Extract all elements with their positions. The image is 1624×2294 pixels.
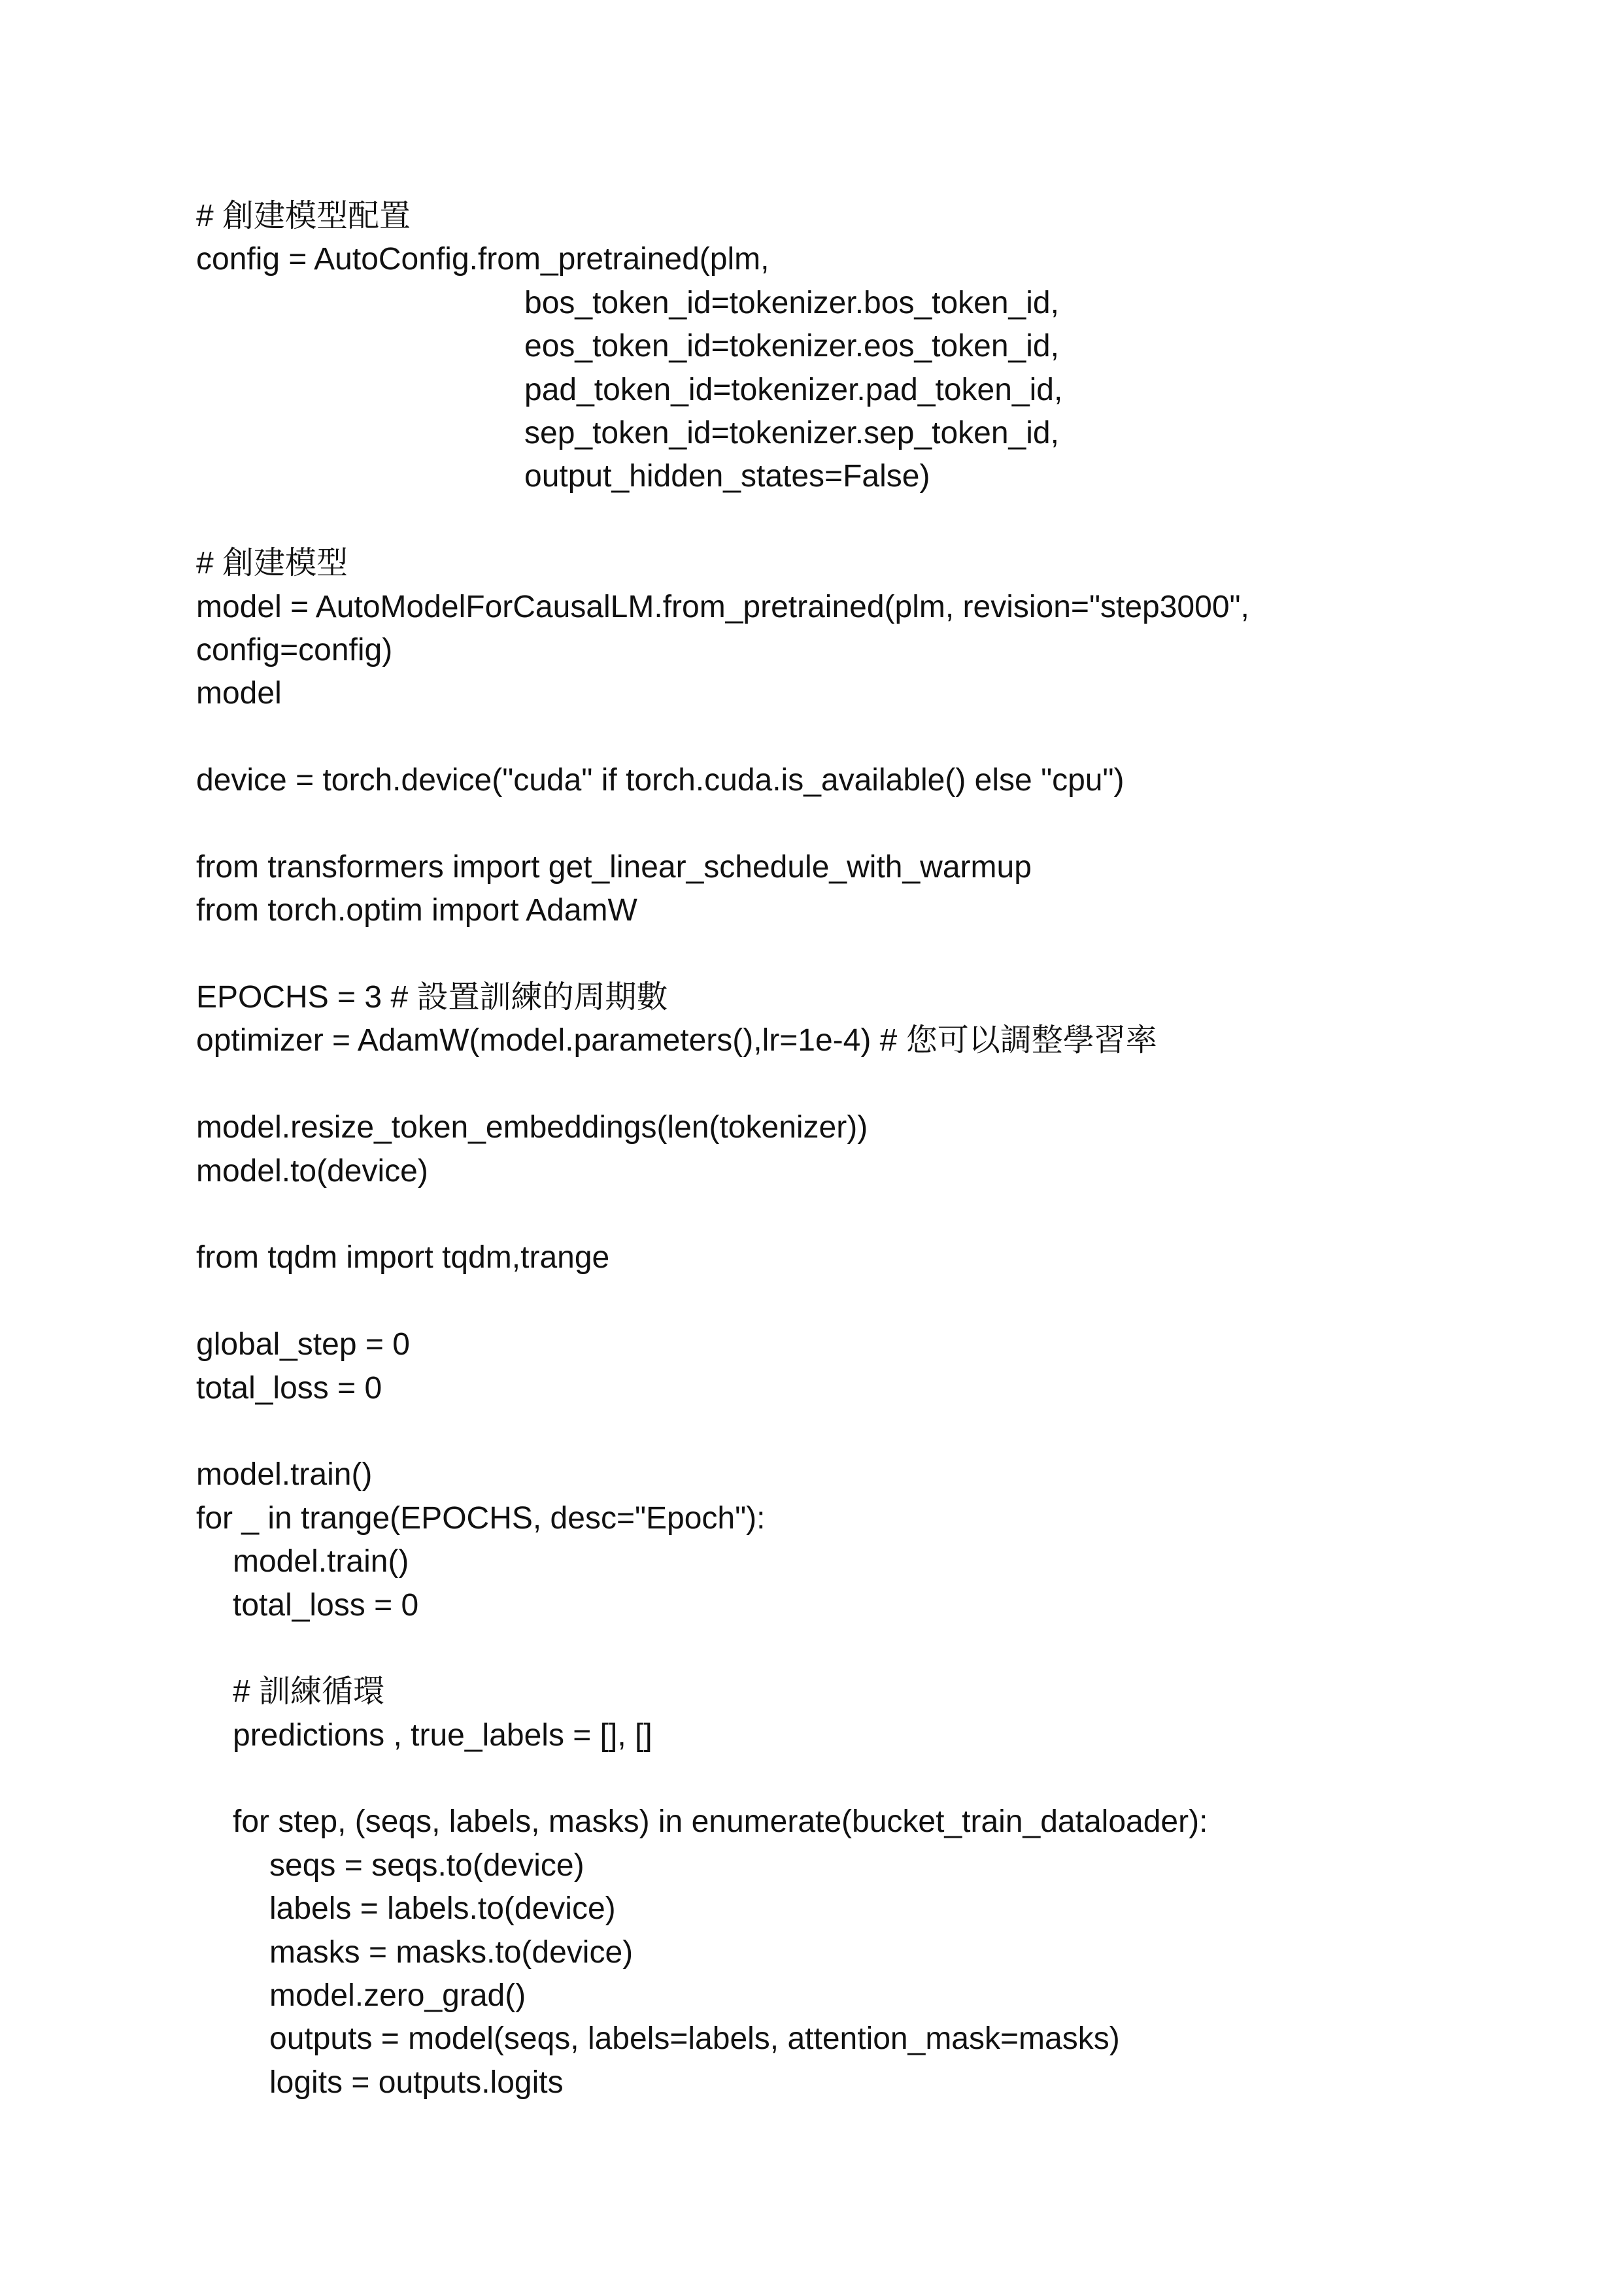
code-line: EPOCHS = 3 # 設置訓練的周期數	[196, 980, 668, 1015]
code-line: labels = labels.to(device)	[269, 1891, 616, 1927]
code-line: sep_token_id=tokenizer.sep_token_id,	[524, 415, 1059, 450]
blank-line	[196, 499, 1504, 542]
code-line: from tqdm import tqdm,trange	[196, 1240, 610, 1275]
code-line: model	[196, 676, 282, 711]
blank-line	[196, 1193, 1504, 1236]
blank-line	[196, 1280, 1504, 1323]
code-line: logits = outputs.logits	[269, 2065, 564, 2100]
blank-line	[196, 802, 1504, 845]
code-line: outputs = model(seqs, labels=labels, attention_mask=masks)	[269, 2021, 1120, 2057]
blank-line	[196, 716, 1504, 759]
code-line: for _ in trange(EPOCHS, desc="Epoch"):	[196, 1500, 766, 1536]
code-block	[196, 195, 1504, 2104]
code-line: from torch.optim import AdamW	[196, 893, 637, 928]
code-line: from transformers import get_linear_schedule_with_warmup	[196, 849, 1032, 885]
blank-line	[196, 1410, 1504, 1453]
comment-training-loop: # 訓練循環	[233, 1674, 385, 1710]
code-line: optimizer = AdamW(model.parameters(),lr=1e-4) # 您可以調整學習率	[196, 1023, 1157, 1058]
code-line: pad_token_id=tokenizer.pad_token_id,	[524, 372, 1063, 407]
code-line: model.to(device)	[196, 1153, 428, 1189]
code-line: masks = masks.to(device)	[269, 1934, 634, 1970]
code-line: config = AutoConfig.from_pretrained(plm,	[196, 242, 770, 277]
comment-create-config: # 創建模型配置	[196, 199, 411, 233]
code-line: total_loss = 0	[233, 1587, 419, 1623]
blank-line	[196, 1757, 1504, 1800]
code-line: total_loss = 0	[196, 1370, 382, 1406]
code-line: model = AutoModelForCausalLM.from_pretrained(plm, revision="step3000",	[196, 589, 1249, 624]
code-line: predictions , true_labels = [], []	[233, 1717, 652, 1753]
code-line: model.train()	[233, 1544, 409, 1579]
code-line: eos_token_id=tokenizer.eos_token_id,	[524, 329, 1059, 364]
code-line: for step, (seqs, labels, masks) in enumerate(bucket_train_dataloader):	[233, 1804, 1208, 1840]
blank-line	[196, 1063, 1504, 1106]
code-line: global_step = 0	[196, 1327, 410, 1362]
comment-create-model: # 創建模型	[196, 546, 348, 581]
blank-line	[196, 1627, 1504, 1670]
code-line: config=config)	[196, 632, 393, 667]
code-line: seqs = seqs.to(device)	[269, 1847, 584, 1883]
code-line: model.resize_token_embeddings(len(tokenizer))	[196, 1110, 868, 1145]
code-line: model.zero_grad()	[269, 1978, 526, 2014]
code-line: bos_token_id=tokenizer.bos_token_id,	[524, 285, 1059, 320]
code-line: output_hidden_states=False)	[524, 459, 930, 494]
blank-line	[196, 933, 1504, 976]
code-line: device = torch.device("cuda" if torch.cuda.is_available() else "cpu")	[196, 763, 1125, 798]
code-line: model.train()	[196, 1457, 373, 1493]
